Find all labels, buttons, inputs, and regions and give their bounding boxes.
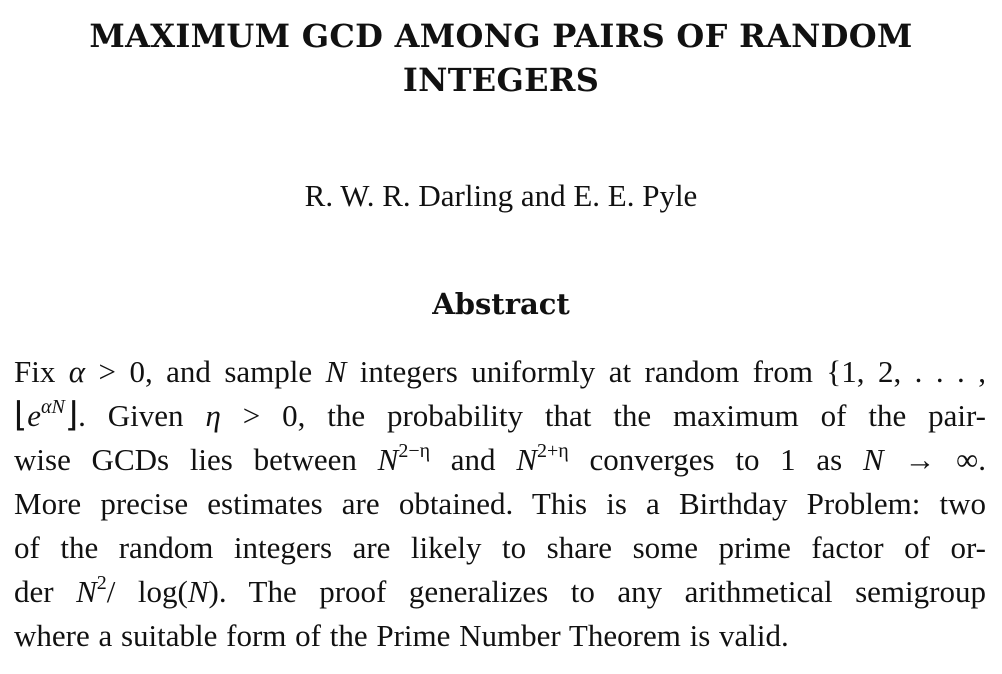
math-n: N bbox=[862, 442, 884, 477]
abstract-text: converges to 1 as bbox=[568, 442, 863, 477]
math-n: N bbox=[76, 574, 97, 609]
abstract-text: and bbox=[430, 442, 517, 477]
paper-authors: R. W. R. Darling and E. E. Pyle bbox=[304, 178, 698, 213]
math-eta: η bbox=[205, 398, 221, 433]
abstract-text: wise GCDs lies between bbox=[14, 442, 378, 477]
math-n: N bbox=[377, 442, 399, 477]
abstract-text: > 0, the probability that the maximum of the pair- bbox=[220, 398, 986, 433]
math-exponent: 2−η bbox=[398, 440, 431, 462]
abstract-text: der bbox=[14, 574, 77, 609]
abstract-text: > 0, and sample bbox=[85, 354, 326, 389]
math-n: N bbox=[187, 574, 209, 609]
abstract-line-5: of the random integers are likely to share some prime factor of or- bbox=[14, 530, 986, 565]
abstract-body bbox=[14, 350, 986, 658]
math-exponent: 2 bbox=[96, 572, 107, 594]
abstract-text: Fix bbox=[14, 354, 69, 389]
math-e: e bbox=[27, 398, 42, 433]
abstract-line-7: where a suitable form of the Prime Number Theorem is valid. bbox=[14, 618, 789, 653]
math-exponent: 2+η bbox=[537, 440, 569, 462]
abstract-heading: Abstract bbox=[432, 287, 570, 321]
paper-title-line-1: MAXIMUM GCD AMONG PAIRS OF RANDOM bbox=[89, 17, 913, 55]
abstract-line-3 bbox=[14, 438, 986, 482]
abstract-text: ). The proof generalizes to any arithmetical semigroup bbox=[208, 574, 986, 609]
abstract-line-1 bbox=[14, 350, 986, 394]
abstract-text: → ∞. bbox=[883, 442, 986, 477]
abstract-line-6 bbox=[14, 570, 986, 614]
paper-title-line-2: INTEGERS bbox=[402, 61, 600, 99]
abstract-line-4: More precise estimates are obtained. This is a Birthday Problem: two bbox=[14, 486, 986, 521]
math-alpha: α bbox=[68, 354, 86, 389]
abstract-text: integers uniformly at random from {1, 2, . . . , bbox=[346, 354, 986, 389]
abstract-text: . Given bbox=[78, 398, 206, 433]
floor-open-symbol: ⌊ bbox=[14, 397, 28, 434]
abstract-text: / log( bbox=[106, 574, 188, 609]
math-exponent: αN bbox=[41, 396, 65, 418]
math-n: N bbox=[325, 354, 347, 389]
math-n: N bbox=[516, 442, 537, 477]
abstract-line-2 bbox=[14, 394, 986, 438]
floor-close-symbol: ⌋ bbox=[64, 397, 79, 434]
